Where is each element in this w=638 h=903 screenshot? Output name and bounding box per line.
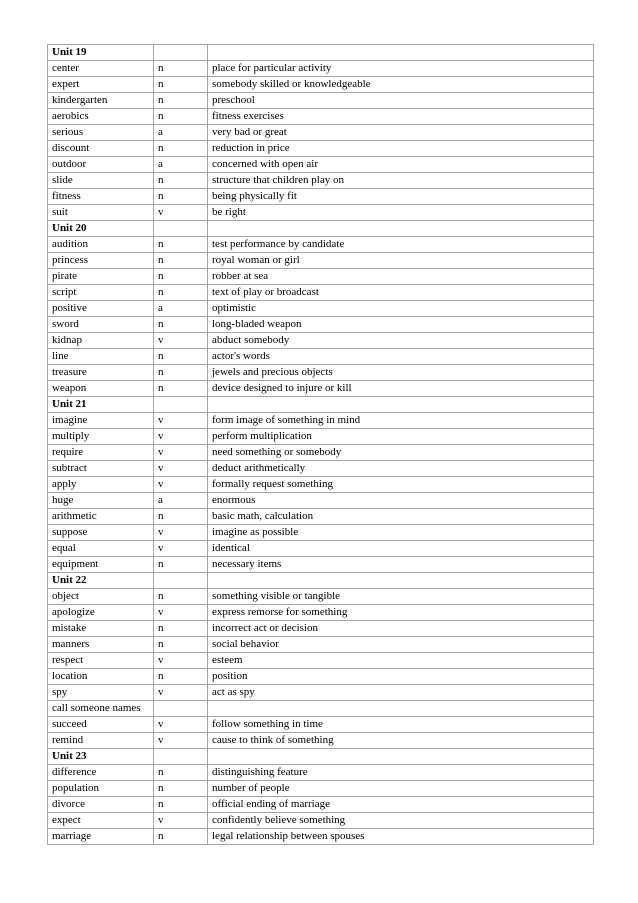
definition: somebody skilled or knowledgeable [208, 77, 594, 93]
table-row [48, 733, 594, 749]
vocab-word: difference [48, 765, 154, 781]
empty-cell [154, 573, 208, 589]
definition: concerned with open air [208, 157, 594, 173]
vocab-word: center [48, 61, 154, 77]
part-of-speech: n [154, 781, 208, 797]
part-of-speech: n [154, 173, 208, 189]
definition: esteem [208, 653, 594, 669]
definition: be right [208, 205, 594, 221]
vocab-word: location [48, 669, 154, 685]
part-of-speech: v [154, 525, 208, 541]
vocab-word: expect [48, 813, 154, 829]
unit-title: Unit 19 [48, 45, 154, 61]
definition: preschool [208, 93, 594, 109]
part-of-speech: v [154, 333, 208, 349]
vocab-word: marriage [48, 829, 154, 845]
empty-cell [208, 45, 594, 61]
table-row [48, 349, 594, 365]
vocab-word: manners [48, 637, 154, 653]
vocab-word: huge [48, 493, 154, 509]
table-row [48, 205, 594, 221]
table-row [48, 797, 594, 813]
table-row [48, 317, 594, 333]
table-row [48, 429, 594, 445]
vocab-word: population [48, 781, 154, 797]
definition: being physically fit [208, 189, 594, 205]
vocab-word: expert [48, 77, 154, 93]
vocab-word: script [48, 285, 154, 301]
table-row [48, 477, 594, 493]
definition: text of play or broadcast [208, 285, 594, 301]
table-row [48, 413, 594, 429]
vocab-word: mistake [48, 621, 154, 637]
vocab-word: line [48, 349, 154, 365]
vocab-word: succeed [48, 717, 154, 733]
definition: legal relationship between spouses [208, 829, 594, 845]
part-of-speech: n [154, 621, 208, 637]
table-row [48, 829, 594, 845]
vocab-word: discount [48, 141, 154, 157]
definition: cause to think of something [208, 733, 594, 749]
part-of-speech: v [154, 205, 208, 221]
definition: official ending of marriage [208, 797, 594, 813]
empty-cell [208, 397, 594, 413]
part-of-speech: n [154, 269, 208, 285]
definition: device designed to injure or kill [208, 381, 594, 397]
part-of-speech: n [154, 189, 208, 205]
table-row [48, 461, 594, 477]
definition: express remorse for something [208, 605, 594, 621]
definition: place for particular activity [208, 61, 594, 77]
definition: incorrect act or decision [208, 621, 594, 637]
part-of-speech: v [154, 605, 208, 621]
table-row [48, 765, 594, 781]
unit-title: Unit 22 [48, 573, 154, 589]
definition: robber at sea [208, 269, 594, 285]
empty-cell [208, 573, 594, 589]
table-row [48, 301, 594, 317]
table-row [48, 93, 594, 109]
table-row [48, 605, 594, 621]
vocab-word: respect [48, 653, 154, 669]
definition: imagine as possible [208, 525, 594, 541]
definition: perform multiplication [208, 429, 594, 445]
vocab-word: divorce [48, 797, 154, 813]
vocab-word: princess [48, 253, 154, 269]
table-row [48, 173, 594, 189]
part-of-speech: n [154, 829, 208, 845]
part-of-speech: n [154, 365, 208, 381]
part-of-speech: v [154, 717, 208, 733]
part-of-speech: n [154, 61, 208, 77]
part-of-speech: n [154, 381, 208, 397]
vocab-word: kidnap [48, 333, 154, 349]
part-of-speech: v [154, 413, 208, 429]
part-of-speech: v [154, 541, 208, 557]
unit-title: Unit 23 [48, 749, 154, 765]
table-row [48, 109, 594, 125]
vocab-word: suppose [48, 525, 154, 541]
part-of-speech [154, 701, 208, 717]
vocab-word: call someone names [48, 701, 154, 717]
definition: enormous [208, 493, 594, 509]
vocab-word: remind [48, 733, 154, 749]
part-of-speech: n [154, 253, 208, 269]
definition [208, 701, 594, 717]
part-of-speech: n [154, 77, 208, 93]
definition: structure that children play on [208, 173, 594, 189]
part-of-speech: n [154, 109, 208, 125]
part-of-speech: n [154, 797, 208, 813]
definition: necessary items [208, 557, 594, 573]
definition: something visible or tangible [208, 589, 594, 605]
vocab-word: imagine [48, 413, 154, 429]
table-row [48, 621, 594, 637]
vocab-word: apologize [48, 605, 154, 621]
definition: deduct arithmetically [208, 461, 594, 477]
vocab-word: sword [48, 317, 154, 333]
part-of-speech: a [154, 493, 208, 509]
part-of-speech: a [154, 157, 208, 173]
vocabulary-table [47, 44, 594, 845]
table-row [48, 237, 594, 253]
part-of-speech: v [154, 461, 208, 477]
empty-cell [154, 749, 208, 765]
part-of-speech: n [154, 557, 208, 573]
definition: fitness exercises [208, 109, 594, 125]
unit-header-row [48, 221, 594, 237]
definition: actor's words [208, 349, 594, 365]
table-row [48, 541, 594, 557]
table-row [48, 525, 594, 541]
part-of-speech: n [154, 285, 208, 301]
vocab-word: equipment [48, 557, 154, 573]
unit-title: Unit 20 [48, 221, 154, 237]
part-of-speech: n [154, 237, 208, 253]
definition: distinguishing feature [208, 765, 594, 781]
part-of-speech: v [154, 685, 208, 701]
table-row [48, 189, 594, 205]
table-row [48, 77, 594, 93]
definition: reduction in price [208, 141, 594, 157]
table-row [48, 669, 594, 685]
table-row [48, 333, 594, 349]
definition: jewels and precious objects [208, 365, 594, 381]
definition: very bad or great [208, 125, 594, 141]
definition: identical [208, 541, 594, 557]
table-row [48, 365, 594, 381]
definition: formally request something [208, 477, 594, 493]
vocab-word: multiply [48, 429, 154, 445]
vocab-word: require [48, 445, 154, 461]
definition: basic math, calculation [208, 509, 594, 525]
vocab-word: treasure [48, 365, 154, 381]
vocab-word: serious [48, 125, 154, 141]
definition: optimistic [208, 301, 594, 317]
part-of-speech: n [154, 589, 208, 605]
definition: social behavior [208, 637, 594, 653]
table-row [48, 685, 594, 701]
part-of-speech: n [154, 93, 208, 109]
table-row [48, 717, 594, 733]
empty-cell [154, 221, 208, 237]
part-of-speech: v [154, 445, 208, 461]
vocab-word: kindergarten [48, 93, 154, 109]
table-row [48, 125, 594, 141]
part-of-speech: n [154, 669, 208, 685]
part-of-speech: n [154, 637, 208, 653]
table-row [48, 653, 594, 669]
vocab-word: pirate [48, 269, 154, 285]
vocab-word: apply [48, 477, 154, 493]
table-row [48, 493, 594, 509]
table-row [48, 637, 594, 653]
definition: confidently believe something [208, 813, 594, 829]
definition: follow something in time [208, 717, 594, 733]
part-of-speech: v [154, 733, 208, 749]
unit-header-row [48, 397, 594, 413]
vocab-word: slide [48, 173, 154, 189]
part-of-speech: a [154, 301, 208, 317]
vocab-word: subtract [48, 461, 154, 477]
table-row [48, 509, 594, 525]
unit-header-row [48, 573, 594, 589]
table-row [48, 589, 594, 605]
table-row [48, 557, 594, 573]
table-row [48, 781, 594, 797]
table-row [48, 701, 594, 717]
definition: position [208, 669, 594, 685]
definition: royal woman or girl [208, 253, 594, 269]
part-of-speech: v [154, 813, 208, 829]
vocab-word: suit [48, 205, 154, 221]
vocab-word: object [48, 589, 154, 605]
definition: test performance by candidate [208, 237, 594, 253]
part-of-speech: n [154, 509, 208, 525]
part-of-speech: n [154, 765, 208, 781]
table-row [48, 445, 594, 461]
empty-cell [154, 45, 208, 61]
vocab-word: positive [48, 301, 154, 317]
vocab-word: arithmetic [48, 509, 154, 525]
table-row [48, 61, 594, 77]
table-row [48, 269, 594, 285]
unit-header-row [48, 749, 594, 765]
empty-cell [208, 749, 594, 765]
empty-cell [208, 221, 594, 237]
part-of-speech: v [154, 429, 208, 445]
definition: need something or somebody [208, 445, 594, 461]
definition: act as spy [208, 685, 594, 701]
definition: long-bladed weapon [208, 317, 594, 333]
part-of-speech: n [154, 141, 208, 157]
part-of-speech: a [154, 125, 208, 141]
table-row [48, 381, 594, 397]
definition: number of people [208, 781, 594, 797]
vocab-word: aerobics [48, 109, 154, 125]
table-row [48, 157, 594, 173]
vocab-word: fitness [48, 189, 154, 205]
empty-cell [154, 397, 208, 413]
part-of-speech: v [154, 653, 208, 669]
definition: abduct somebody [208, 333, 594, 349]
part-of-speech: n [154, 317, 208, 333]
vocab-word: audition [48, 237, 154, 253]
table-row [48, 253, 594, 269]
table-row [48, 141, 594, 157]
unit-title: Unit 21 [48, 397, 154, 413]
vocab-word: weapon [48, 381, 154, 397]
part-of-speech: v [154, 477, 208, 493]
vocab-word: spy [48, 685, 154, 701]
unit-header-row [48, 45, 594, 61]
vocab-word: outdoor [48, 157, 154, 173]
vocab-word: equal [48, 541, 154, 557]
vocabulary-table-body [48, 45, 594, 845]
part-of-speech: n [154, 349, 208, 365]
document-page [47, 44, 593, 845]
definition: form image of something in mind [208, 413, 594, 429]
table-row [48, 813, 594, 829]
table-row [48, 285, 594, 301]
